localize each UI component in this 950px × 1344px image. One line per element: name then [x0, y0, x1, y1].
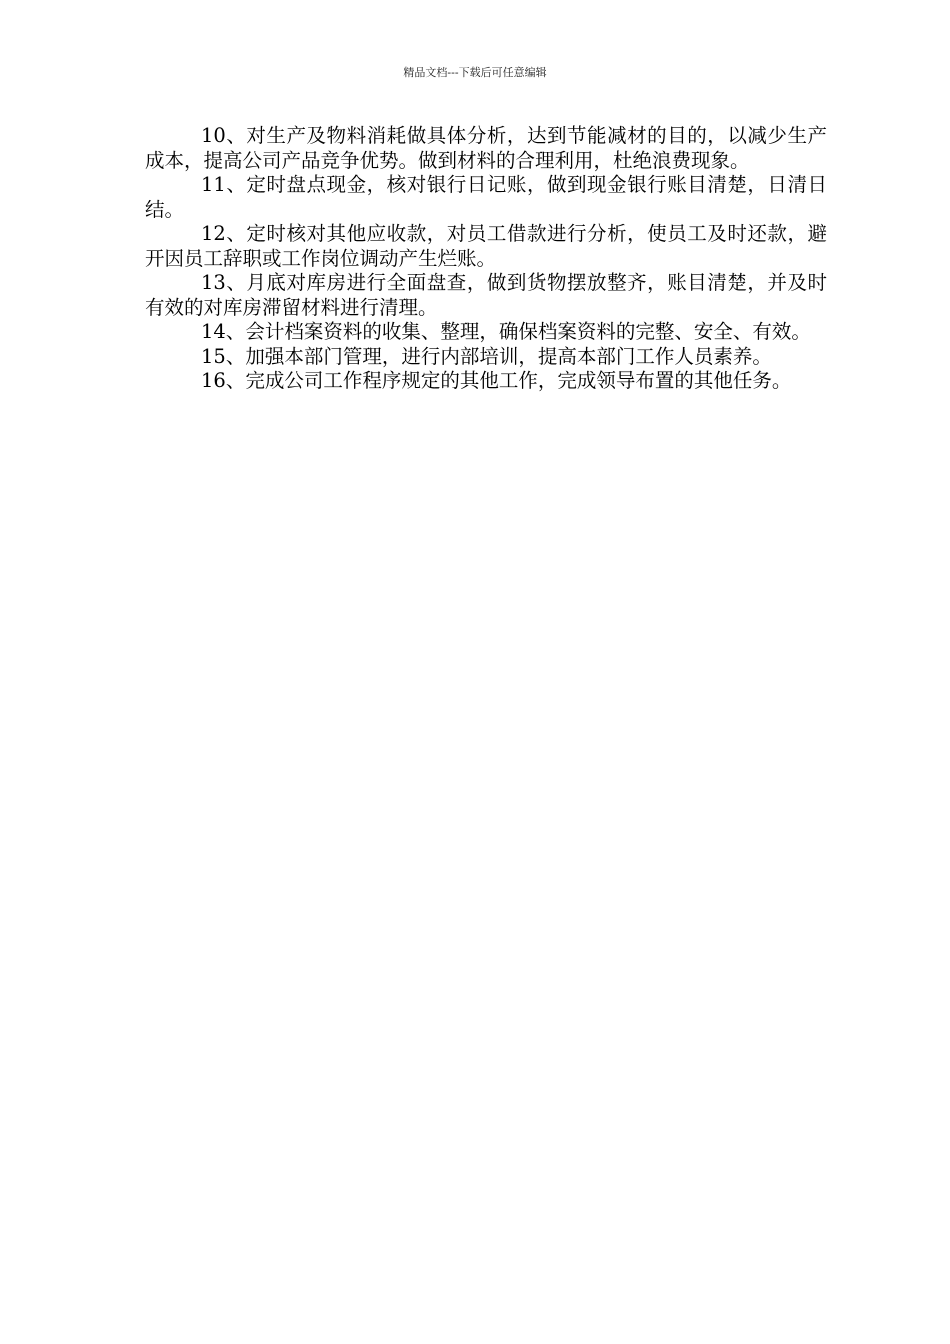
paragraph-item-16: 16、完成公司工作程序规定的其他工作，完成领导布置的其他任务。 [201, 369, 792, 392]
document-body [145, 124, 827, 394]
paragraph-item-15: 15、加强本部门管理，进行内部培训，提高本部门工作人员素养。 [201, 344, 772, 368]
page-header: 精品文档---下载后可任意编辑 [403, 66, 547, 79]
paragraph-item-11: 11、定时盘点现金，核对银行日记账，做到现金银行账目清楚，日清日结。 [145, 173, 827, 221]
paragraph-item-12: 12、定时核对其他应收款，对员工借款进行分析，使员工及时还款，避开因员工辞职或工作岗位调动产生烂账。 [145, 222, 827, 270]
paragraph-item-14: 14、会计档案资料的收集、整理，确保档案资料的完整、安全、有效。 [201, 320, 811, 343]
paragraph-item-10: 10、对生产及物料消耗做具体分析，达到节能减材的目的，以减少生产成本，提高公司产品竞争优势。做到材料的合理利用，杜绝浪费现象。 [145, 124, 827, 172]
paragraph-item-13: 13、月底对库房进行全面盘查，做到货物摆放整齐，账目清楚，并及时有效的对库房滞留材料进行清理。 [145, 271, 827, 319]
